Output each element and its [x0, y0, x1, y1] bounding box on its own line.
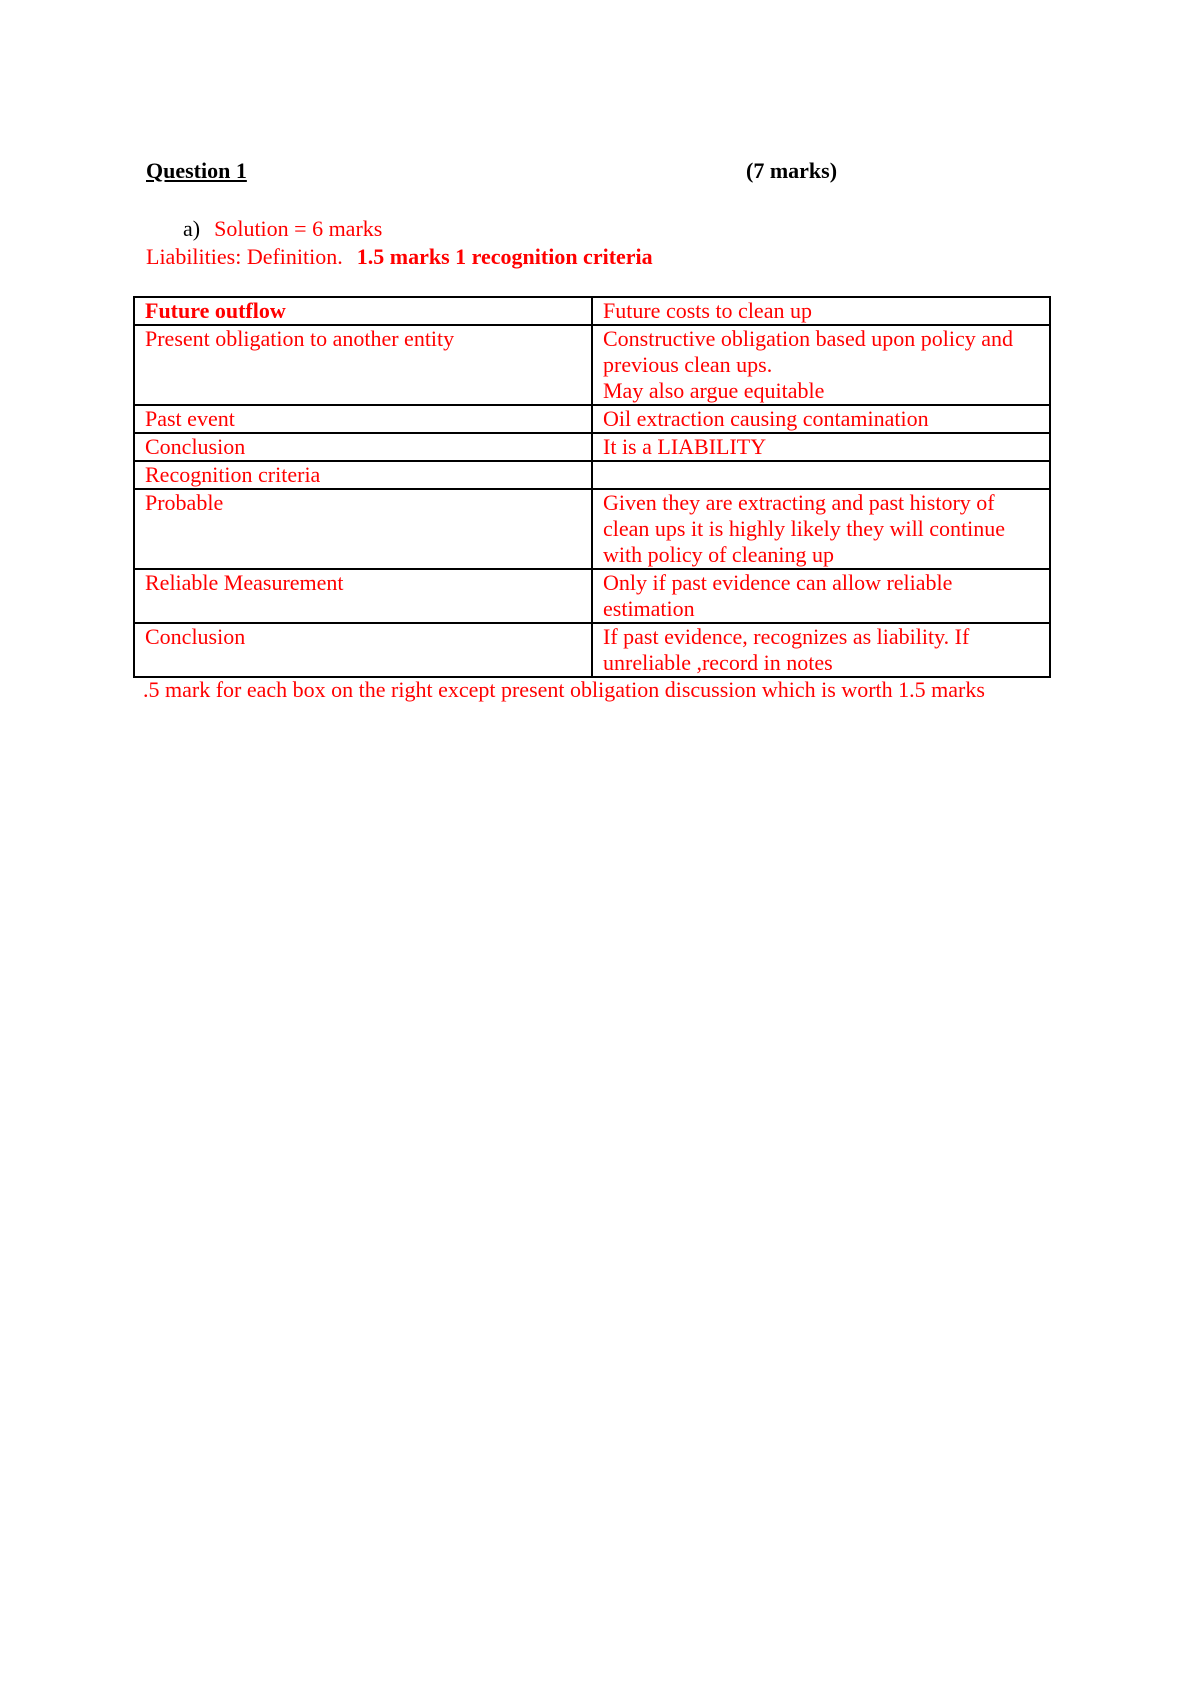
table-row	[134, 405, 1050, 433]
table-row	[134, 461, 1050, 489]
list-marker: a)	[183, 216, 201, 241]
row-label: Probable	[134, 489, 592, 569]
marking-table	[133, 296, 1051, 678]
answer-line: Only if past evidence can allow reliable estimation	[603, 570, 953, 621]
question-title: Question 1	[146, 158, 247, 183]
row-label: Conclusion	[134, 623, 592, 677]
row-label: Future outflow	[134, 297, 592, 325]
answer-line: Future costs to clean up	[603, 298, 812, 323]
answer-line	[603, 462, 1039, 488]
solution-line	[183, 216, 382, 242]
row-answer	[592, 433, 1050, 461]
solution-text: Solution = 6 marks	[214, 216, 383, 241]
question-marks: (7 marks)	[746, 158, 838, 183]
liabilities-line	[146, 244, 653, 270]
row-answer	[592, 325, 1050, 405]
row-answer	[592, 405, 1050, 433]
liabilities-text: Liabilities: Definition.	[146, 244, 343, 269]
answer-line: If past evidence, recognizes as liability. If unreliable ,record in notes	[603, 624, 970, 675]
row-label: Present obligation to another entity	[134, 325, 592, 405]
row-answer	[592, 623, 1050, 677]
row-answer	[592, 461, 1050, 489]
answer-line: It is a LIABILITY	[603, 434, 767, 459]
liabilities-marks: 1.5 marks 1 recognition criteria	[356, 244, 653, 269]
table-row	[134, 433, 1050, 461]
table-row	[134, 489, 1050, 569]
row-label: Past event	[134, 405, 592, 433]
answer-line: Given they are extracting and past history of clean ups it is highly likely they will continue with policy of cleaning up	[603, 490, 1006, 567]
table-row	[134, 569, 1050, 623]
row-answer	[592, 489, 1050, 569]
row-label: Reliable Measurement	[134, 569, 592, 623]
table-row	[134, 297, 1050, 325]
table-row	[134, 623, 1050, 677]
row-label: Recognition criteria	[134, 461, 592, 489]
row-label: Conclusion	[134, 433, 592, 461]
row-answer	[592, 297, 1050, 325]
row-answer	[592, 569, 1050, 623]
answer-line: Oil extraction causing contamination	[603, 406, 929, 431]
table-row	[134, 325, 1050, 405]
answer-line: Constructive obligation based upon policy and previous clean ups.	[603, 326, 1013, 377]
answer-line: May also argue equitable	[603, 378, 825, 403]
marking-footnote: .5 mark for each box on the right except present obligation discussion which is worth 1.5 marks	[143, 677, 985, 702]
